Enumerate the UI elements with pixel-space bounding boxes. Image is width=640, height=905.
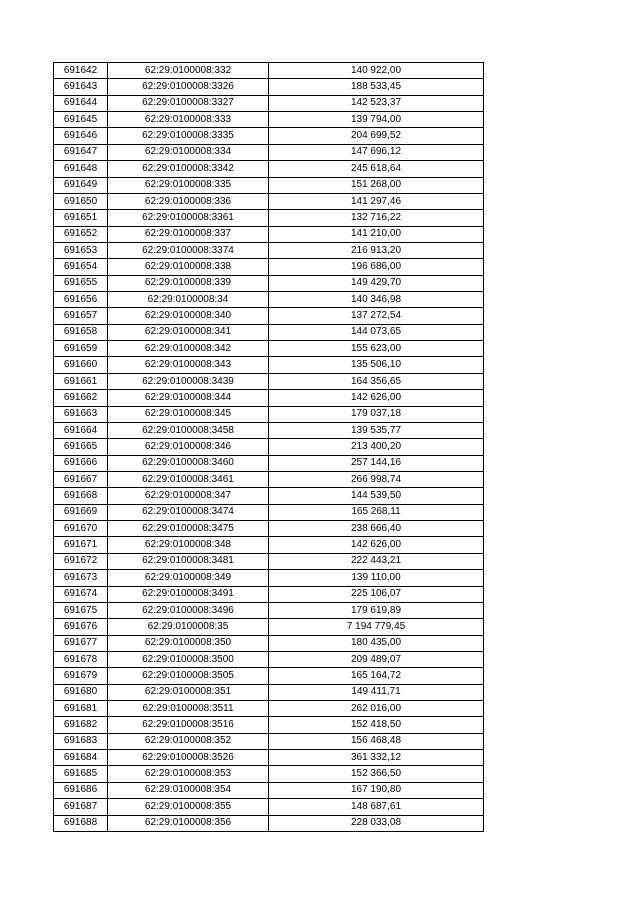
table-row <box>54 701 484 717</box>
table-row <box>54 177 484 193</box>
table-row <box>54 341 484 357</box>
table-row <box>54 259 484 275</box>
cadastral-value-cell: 188 533,45 <box>269 79 484 95</box>
cadastral-number-cell: 62:29:0100008:351 <box>108 684 269 700</box>
cadastral-value-cell: 180 435,00 <box>269 635 484 651</box>
table-row <box>54 635 484 651</box>
cadastral-value-cell: 148 687,61 <box>269 799 484 815</box>
row-number-cell: 691671 <box>54 537 108 553</box>
table-row <box>54 766 484 782</box>
row-number-cell: 691683 <box>54 733 108 749</box>
row-number-cell: 691686 <box>54 782 108 798</box>
cadastral-value-table <box>53 62 484 832</box>
cadastral-value-cell: 222 443,21 <box>269 553 484 569</box>
cadastral-number-cell: 62:29:0100008:3481 <box>108 553 269 569</box>
cadastral-number-cell: 62:29:0100008:342 <box>108 341 269 357</box>
row-number-cell: 691676 <box>54 619 108 635</box>
cadastral-number-cell: 62:29:0100008:347 <box>108 488 269 504</box>
cadastral-number-cell: 62:29:0100008:336 <box>108 193 269 209</box>
cadastral-number-cell: 62:29:0100008:3496 <box>108 602 269 618</box>
row-number-cell: 691673 <box>54 570 108 586</box>
table-row <box>54 668 484 684</box>
table-row <box>54 602 484 618</box>
cadastral-value-cell: 7 194 779,45 <box>269 619 484 635</box>
cadastral-number-cell: 62:29:0100008:349 <box>108 570 269 586</box>
cadastral-value-cell: 135 506,10 <box>269 357 484 373</box>
cadastral-value-cell: 213 400,20 <box>269 439 484 455</box>
table-row <box>54 373 484 389</box>
cadastral-number-cell: 62:29:0100008:348 <box>108 537 269 553</box>
cadastral-value-cell: 141 210,00 <box>269 226 484 242</box>
table-row <box>54 750 484 766</box>
cadastral-number-cell: 62:29:0100008:3491 <box>108 586 269 602</box>
cadastral-value-cell: 147 696,12 <box>269 144 484 160</box>
table-body <box>54 63 484 832</box>
table-row <box>54 406 484 422</box>
cadastral-value-cell: 179 619,89 <box>269 602 484 618</box>
row-number-cell: 691666 <box>54 455 108 471</box>
row-number-cell: 691652 <box>54 226 108 242</box>
cadastral-number-cell: 62:29:0100008:3342 <box>108 161 269 177</box>
cadastral-number-cell: 62:29:0100008:3511 <box>108 701 269 717</box>
cadastral-value-cell: 139 794,00 <box>269 112 484 128</box>
cadastral-value-cell: 141 297,46 <box>269 193 484 209</box>
table-row <box>54 422 484 438</box>
cadastral-value-cell: 209 489,07 <box>269 651 484 667</box>
row-number-cell: 691659 <box>54 341 108 357</box>
row-number-cell: 691679 <box>54 668 108 684</box>
row-number-cell: 691680 <box>54 684 108 700</box>
row-number-cell: 691654 <box>54 259 108 275</box>
table-row <box>54 292 484 308</box>
cadastral-value-cell: 216 913,20 <box>269 242 484 258</box>
cadastral-value-cell: 165 164,72 <box>269 668 484 684</box>
cadastral-value-cell: 245 618,64 <box>269 161 484 177</box>
cadastral-number-cell: 62:29:0100008:3475 <box>108 521 269 537</box>
cadastral-value-cell: 262 016,00 <box>269 701 484 717</box>
table-row <box>54 439 484 455</box>
table-row <box>54 308 484 324</box>
row-number-cell: 691644 <box>54 95 108 111</box>
table-row <box>54 504 484 520</box>
table-row <box>54 553 484 569</box>
row-number-cell: 691675 <box>54 602 108 618</box>
row-number-cell: 691684 <box>54 750 108 766</box>
row-number-cell: 691650 <box>54 193 108 209</box>
cadastral-value-cell: 196 686,00 <box>269 259 484 275</box>
cadastral-number-cell: 62:29:0100008:352 <box>108 733 269 749</box>
row-number-cell: 691670 <box>54 521 108 537</box>
cadastral-value-cell: 139 110,00 <box>269 570 484 586</box>
row-number-cell: 691645 <box>54 112 108 128</box>
row-number-cell: 691660 <box>54 357 108 373</box>
row-number-cell: 691674 <box>54 586 108 602</box>
row-number-cell: 691667 <box>54 471 108 487</box>
cadastral-number-cell: 62:29:0100008:339 <box>108 275 269 291</box>
table-row <box>54 570 484 586</box>
cadastral-value-cell: 155 623,00 <box>269 341 484 357</box>
cadastral-number-cell: 62:29:0100008:338 <box>108 259 269 275</box>
table-row <box>54 193 484 209</box>
table-row <box>54 242 484 258</box>
table-row <box>54 521 484 537</box>
table-row <box>54 684 484 700</box>
row-number-cell: 691656 <box>54 292 108 308</box>
cadastral-value-cell: 179 037,18 <box>269 406 484 422</box>
row-number-cell: 691672 <box>54 553 108 569</box>
table-row <box>54 619 484 635</box>
row-number-cell: 691663 <box>54 406 108 422</box>
cadastral-number-cell: 62:29:0100008:337 <box>108 226 269 242</box>
table-row <box>54 455 484 471</box>
table-row <box>54 717 484 733</box>
row-number-cell: 691677 <box>54 635 108 651</box>
cadastral-value-cell: 140 922,00 <box>269 63 484 79</box>
cadastral-value-cell: 257 144,16 <box>269 455 484 471</box>
cadastral-value-cell: 137 272,54 <box>269 308 484 324</box>
table-row <box>54 161 484 177</box>
cadastral-number-cell: 62:29:0100008:346 <box>108 439 269 455</box>
table-row <box>54 488 484 504</box>
cadastral-value-cell: 228 033,08 <box>269 815 484 831</box>
table-row <box>54 799 484 815</box>
row-number-cell: 691642 <box>54 63 108 79</box>
cadastral-number-cell: 62:29:0100008:3526 <box>108 750 269 766</box>
cadastral-number-cell: 62:29:0100008:3500 <box>108 651 269 667</box>
cadastral-number-cell: 62:29:0100008:3327 <box>108 95 269 111</box>
cadastral-value-cell: 361 332,12 <box>269 750 484 766</box>
table-row <box>54 733 484 749</box>
row-number-cell: 691687 <box>54 799 108 815</box>
row-number-cell: 691643 <box>54 79 108 95</box>
cadastral-number-cell: 62:29:0100008:353 <box>108 766 269 782</box>
table-row <box>54 651 484 667</box>
cadastral-number-cell: 62:29:0100008:332 <box>108 63 269 79</box>
row-number-cell: 691685 <box>54 766 108 782</box>
row-number-cell: 691649 <box>54 177 108 193</box>
cadastral-number-cell: 62:29:0100008:3458 <box>108 422 269 438</box>
table-row <box>54 357 484 373</box>
cadastral-number-cell: 62:29:0100008:340 <box>108 308 269 324</box>
table-row <box>54 471 484 487</box>
cadastral-number-cell: 62:29:0100008:354 <box>108 782 269 798</box>
row-number-cell: 691648 <box>54 161 108 177</box>
cadastral-number-cell: 62:29:0100008:343 <box>108 357 269 373</box>
cadastral-number-cell: 62:29:0100008:3505 <box>108 668 269 684</box>
cadastral-number-cell: 62:29:0100008:35 <box>108 619 269 635</box>
row-number-cell: 691657 <box>54 308 108 324</box>
cadastral-value-cell: 152 418,50 <box>269 717 484 733</box>
row-number-cell: 691662 <box>54 390 108 406</box>
cadastral-number-cell: 62:29:0100008:3439 <box>108 373 269 389</box>
row-number-cell: 691669 <box>54 504 108 520</box>
table-row <box>54 537 484 553</box>
row-number-cell: 691665 <box>54 439 108 455</box>
cadastral-number-cell: 62:29:0100008:333 <box>108 112 269 128</box>
row-number-cell: 691682 <box>54 717 108 733</box>
cadastral-value-cell: 140 346,98 <box>269 292 484 308</box>
table-row <box>54 79 484 95</box>
cadastral-number-cell: 62:29:0100008:3460 <box>108 455 269 471</box>
row-number-cell: 691655 <box>54 275 108 291</box>
cadastral-value-cell: 225 106,07 <box>269 586 484 602</box>
cadastral-number-cell: 62:29:0100008:356 <box>108 815 269 831</box>
row-number-cell: 691681 <box>54 701 108 717</box>
table-row <box>54 815 484 831</box>
row-number-cell: 691661 <box>54 373 108 389</box>
cadastral-value-cell: 132 716,22 <box>269 210 484 226</box>
table-row <box>54 144 484 160</box>
cadastral-number-cell: 62:29:0100008:350 <box>108 635 269 651</box>
cadastral-value-cell: 165 268,11 <box>269 504 484 520</box>
cadastral-value-cell: 144 073,65 <box>269 324 484 340</box>
cadastral-value-cell: 139 535,77 <box>269 422 484 438</box>
cadastral-value-cell: 238 666,40 <box>269 521 484 537</box>
cadastral-number-cell: 62:29:0100008:3461 <box>108 471 269 487</box>
cadastral-number-cell: 62:29:0100008:334 <box>108 144 269 160</box>
cadastral-number-cell: 62:29:0100008:3516 <box>108 717 269 733</box>
row-number-cell: 691653 <box>54 242 108 258</box>
row-number-cell: 691647 <box>54 144 108 160</box>
table-row <box>54 390 484 406</box>
cadastral-value-cell: 142 626,00 <box>269 537 484 553</box>
table-row <box>54 586 484 602</box>
table-row <box>54 95 484 111</box>
table-row <box>54 226 484 242</box>
cadastral-value-cell: 266 998,74 <box>269 471 484 487</box>
table-row <box>54 63 484 79</box>
cadastral-value-cell: 164 356,65 <box>269 373 484 389</box>
cadastral-number-cell: 62:29:0100008:344 <box>108 390 269 406</box>
cadastral-value-cell: 151 268,00 <box>269 177 484 193</box>
table-row <box>54 275 484 291</box>
cadastral-number-cell: 62:29:0100008:34 <box>108 292 269 308</box>
row-number-cell: 691688 <box>54 815 108 831</box>
cadastral-number-cell: 62:29:0100008:345 <box>108 406 269 422</box>
table-row <box>54 112 484 128</box>
cadastral-value-cell: 156 468,48 <box>269 733 484 749</box>
row-number-cell: 691658 <box>54 324 108 340</box>
row-number-cell: 691664 <box>54 422 108 438</box>
cadastral-value-cell: 142 523,37 <box>269 95 484 111</box>
cadastral-value-cell: 149 411,71 <box>269 684 484 700</box>
cadastral-number-cell: 62:29:0100008:3361 <box>108 210 269 226</box>
cadastral-number-cell: 62:29:0100008:3374 <box>108 242 269 258</box>
cadastral-value-cell: 144 539,50 <box>269 488 484 504</box>
table-row <box>54 210 484 226</box>
row-number-cell: 691678 <box>54 651 108 667</box>
cadastral-value-cell: 204 699,52 <box>269 128 484 144</box>
cadastral-value-cell: 167 190,80 <box>269 782 484 798</box>
table-row <box>54 128 484 144</box>
cadastral-number-cell: 62:29:0100008:3474 <box>108 504 269 520</box>
cadastral-value-cell: 149 429,70 <box>269 275 484 291</box>
cadastral-number-cell: 62:29:0100008:355 <box>108 799 269 815</box>
row-number-cell: 691668 <box>54 488 108 504</box>
cadastral-number-cell: 62:29:0100008:3335 <box>108 128 269 144</box>
row-number-cell: 691646 <box>54 128 108 144</box>
table-row <box>54 782 484 798</box>
cadastral-number-cell: 62:29:0100008:341 <box>108 324 269 340</box>
cadastral-number-cell: 62:29:0100008:3326 <box>108 79 269 95</box>
row-number-cell: 691651 <box>54 210 108 226</box>
table-row <box>54 324 484 340</box>
cadastral-value-cell: 152 366,50 <box>269 766 484 782</box>
cadastral-value-cell: 142 626,00 <box>269 390 484 406</box>
cadastral-number-cell: 62:29:0100008:335 <box>108 177 269 193</box>
